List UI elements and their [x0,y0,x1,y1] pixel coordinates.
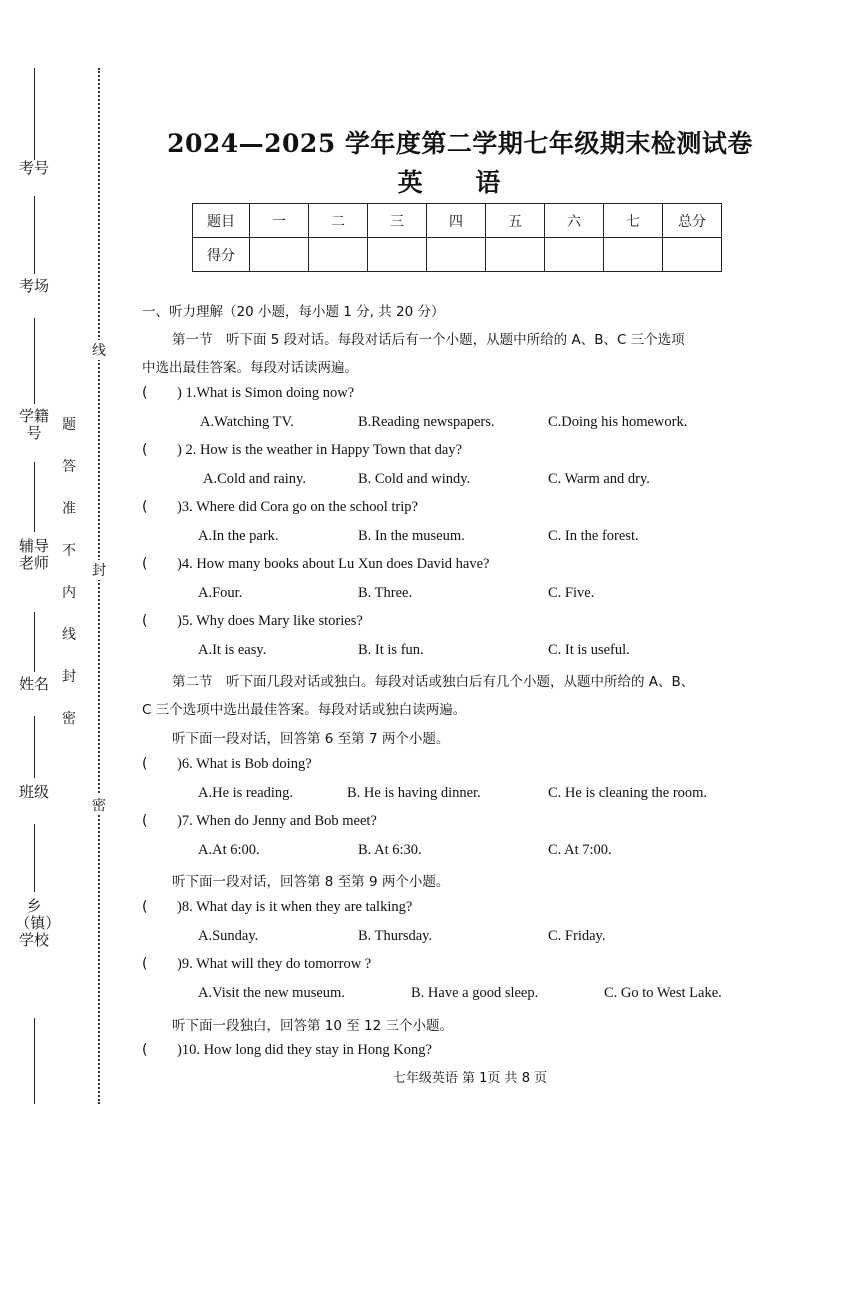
margin-char: 内 [62,585,76,601]
label-class: 班级 [18,783,49,801]
fill-line [34,196,35,274]
question-2: ) 2. How is the weather in Happy Town that day? [177,442,463,458]
answer-paren[interactable]: ( [142,956,148,972]
option-b: B. Thursday. [358,928,433,944]
fill-line [34,68,35,160]
margin-char: 密 [62,711,76,727]
instruction: 第二节 听下面几段对话或独白。每段对话或独白后有几个小题，从题中所给的 A、B、 [172,674,695,690]
question-5: )5. Why does Mary like stories? [177,613,363,629]
score-cell: 六 [545,204,604,238]
option-c: C. Friday. [548,928,606,944]
fill-line [34,824,35,892]
instruction: 第一节 听下面 5 段对话。每段对话后有一个小题，从题中所给的 A、B、C 三个选项 [172,332,685,348]
option-b: B. He is having dinner. [347,785,481,801]
answer-paren[interactable]: ( [142,499,148,515]
option-c: C.Doing his homework. [548,414,688,430]
label-name: 姓名 [18,675,49,693]
question-7: )7. When do Jenny and Bob meet? [177,813,377,829]
option-a: A.Sunday. [198,928,259,944]
score-cell: 五 [486,204,545,238]
option-a: A.Watching TV. [200,414,294,430]
score-input-cell[interactable] [427,238,486,272]
seal-char-secret: 密 [91,795,107,815]
option-b: B. At 6:30. [358,842,422,858]
score-input-cell[interactable] [309,238,368,272]
option-b: B. In the museum. [358,528,465,544]
page-title: 2024—2025 学年度第二学期七年级期末检测试卷 [167,129,753,158]
option-a: A.Four. [198,585,243,601]
question-9: )9. What will they do tomorrow ? [177,956,372,972]
question-8: )8. What day is it when they are talking? [177,899,413,915]
listening-note: 听下面一段独白，回答第 10 至 12 三个小题。 [172,1018,454,1034]
score-cell: 总分 [663,204,722,238]
score-input-cell[interactable] [486,238,545,272]
margin-char: 答 [62,459,76,475]
question-4: )4. How many books about Lu Xun does David have? [177,556,490,572]
fill-line [34,716,35,778]
margin-char: 不 [62,543,76,559]
fill-line [34,1018,35,1104]
option-b: B.Reading newspapers. [358,414,495,430]
score-input-cell[interactable] [604,238,663,272]
option-a: A.Visit the new museum. [198,985,345,1001]
label-tutor: 辅导老师 [18,537,49,572]
option-a: A.Cold and rainy. [203,471,306,487]
label-school: 乡（镇）学校 [15,897,53,949]
option-c: C. It is useful. [548,642,630,658]
label-exam-number: 考号 [18,159,49,177]
margin-char: 题 [62,417,76,433]
score-cell: 三 [368,204,427,238]
option-b: B. Three. [358,585,413,601]
option-c: C. Five. [548,585,595,601]
subject-title: 英 语 [397,168,523,197]
score-input-cell[interactable] [545,238,604,272]
label-exam-room: 考场 [18,277,49,295]
question-3: )3. Where did Cora go on the school trip? [177,499,418,515]
option-b: B. It is fun. [358,642,424,658]
fill-line [34,462,35,532]
answer-paren[interactable]: ( [142,1042,148,1058]
answer-paren[interactable]: ( [142,613,148,629]
score-table-header-row [193,204,722,238]
score-table [192,203,722,272]
option-c: C. In the forest. [548,528,639,544]
instruction: C 三个选项中选出最佳答案。每段对话或独白读两遍。 [142,702,467,718]
score-cell: 题目 [193,204,250,238]
score-input-cell[interactable] [663,238,722,272]
question-10: )10. How long did they stay in Hong Kong? [177,1042,432,1058]
question-1: ) 1.What is Simon doing now? [177,385,355,401]
page-footer: 七年级英语 第 1页 共 8 页 [392,1071,548,1086]
margin-char: 线 [62,627,76,643]
score-cell: 四 [427,204,486,238]
fill-line [34,612,35,672]
score-table-score-row [193,238,722,272]
fill-line [34,318,35,404]
dotted-seal-line [98,68,100,1104]
option-a: A.He is reading. [198,785,294,801]
option-c: C. At 7:00. [548,842,612,858]
section-heading: 一、听力理解（20 小题，每小题 1 分, 共 20 分） [142,304,445,320]
answer-paren[interactable]: ( [142,556,148,572]
option-b: B. Have a good sleep. [411,985,539,1001]
option-c: C. He is cleaning the room. [548,785,708,801]
answer-paren[interactable]: ( [142,899,148,915]
seal-char-seal: 封 [91,560,107,580]
margin-char: 准 [62,501,76,517]
question-6: )6. What is Bob doing? [177,756,312,772]
option-a: A.At 6:00. [198,842,260,858]
margin-char: 封 [62,669,76,685]
listening-note: 听下面一段对话，回答第 6 至第 7 两个小题。 [172,731,450,747]
answer-paren[interactable]: ( [142,813,148,829]
instruction: 中选出最佳答案。每段对话读两遍。 [142,360,358,376]
option-c: C. Warm and dry. [548,471,650,487]
score-cell: 二 [309,204,368,238]
score-row-label: 得分 [193,238,250,272]
option-c: C. Go to West Lake. [604,985,722,1001]
score-input-cell[interactable] [250,238,309,272]
answer-paren[interactable]: ( [142,756,148,772]
score-input-cell[interactable] [368,238,427,272]
label-student-id: 学籍号 [18,407,49,442]
answer-paren[interactable]: ( [142,442,148,458]
score-cell: 七 [604,204,663,238]
option-a: A.It is easy. [198,642,267,658]
answer-paren[interactable]: ( [142,385,148,401]
option-b: B. Cold and windy. [358,471,471,487]
listening-note: 听下面一段对话，回答第 8 至第 9 两个小题。 [172,874,450,890]
option-a: A.In the park. [198,528,279,544]
score-cell: 一 [250,204,309,238]
seal-char-line: 线 [91,340,107,360]
